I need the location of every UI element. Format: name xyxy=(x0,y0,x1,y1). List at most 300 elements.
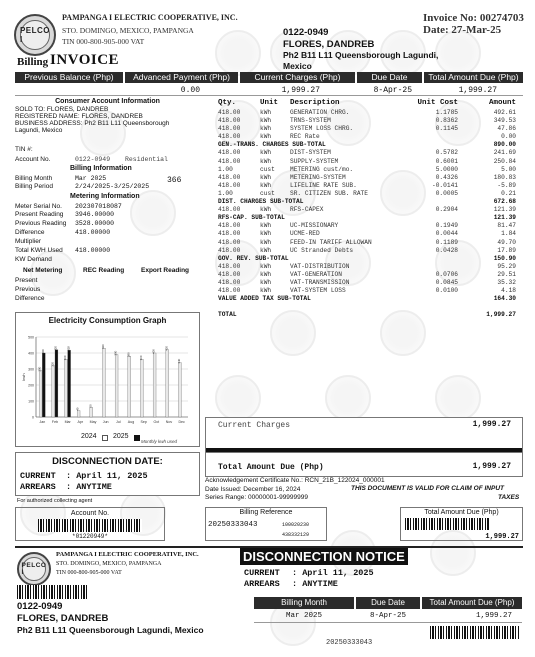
notice-header-due-date: Due Date xyxy=(356,597,420,609)
bar-2024-Feb xyxy=(52,366,55,417)
previous-reading-label: Previous Reading xyxy=(15,220,67,227)
charge-qty: 418.00 xyxy=(218,206,241,214)
charge-row xyxy=(218,222,523,230)
charge-amount: 1.84 xyxy=(501,230,516,238)
summary-header-previous-balance: Previous Balance (Php) xyxy=(15,72,123,83)
meter-serial-label: Meter Serial No. xyxy=(15,203,62,210)
charge-qty: 418.00 xyxy=(218,246,241,254)
charge-qty: 1.00 xyxy=(218,189,233,197)
notice-header-billing-month: Billing Month xyxy=(254,597,354,609)
charge-unit-cost: 0.8362 xyxy=(435,117,458,125)
header-unit: Unit xyxy=(260,99,279,107)
total-kwh-label: Total KWH Used xyxy=(15,247,63,254)
business-address-2: Lagundi, Mexico xyxy=(15,127,63,134)
summary-due-date: 8-Apr-25 xyxy=(373,86,412,95)
present-reading-value: 3946.00000 xyxy=(75,211,115,218)
charge-unit: kWh xyxy=(260,246,272,254)
notice-address: Ph2 B11 L11 Queensborough Lagundi, Mexico xyxy=(17,625,204,635)
collector-note: For authorized collecting agent xyxy=(17,498,93,504)
subtotal-amount: 890.00 xyxy=(493,141,516,149)
charge-amount: 49.70 xyxy=(497,238,516,246)
summary-header-total-due: Total Amount Due (Php) xyxy=(424,72,523,83)
x-tick-label: Jan xyxy=(39,420,46,424)
business-address-1: BUSINESS ADDRESS: Ph2 B11 L11 Queensborough xyxy=(15,120,170,127)
total-kwh-value: 418.00000 xyxy=(75,247,111,254)
charge-unit: kWh xyxy=(260,173,272,181)
invoice-title: INVOICE xyxy=(50,52,120,68)
charge-row xyxy=(218,109,523,117)
notice-due-date: 8-Apr-25 xyxy=(369,612,406,620)
summary-header-advanced-payment: Advanced Payment (Php) xyxy=(125,72,238,83)
subtotal-amount: 672.68 xyxy=(493,198,516,206)
subtotal-label: VALUE ADDED TAX SUB-TOTAL xyxy=(218,295,311,303)
notice-title: DISCONNECTION NOTICE xyxy=(240,548,408,565)
bar-value-label: 420 xyxy=(53,345,58,351)
charge-amount: 492.61 xyxy=(493,109,516,116)
consumer-info-title: Consumer Account Information xyxy=(55,98,160,105)
summary-header-current-charges: Current Charges (Php) xyxy=(240,72,355,83)
charge-amount: 0.21 xyxy=(501,189,516,197)
net-metering-label: Net Metering xyxy=(23,267,63,274)
y-tick-label: 300 xyxy=(28,367,34,372)
charge-subtotal-row xyxy=(218,255,523,263)
charge-amount: 81.47 xyxy=(497,222,516,230)
disconnection-date-box xyxy=(15,452,200,496)
x-tick-label: Jun xyxy=(102,420,109,424)
charges-table xyxy=(218,98,523,319)
subtotal-amount: 121.39 xyxy=(493,214,516,222)
ack-date-issued: Date Issued: December 16, 2024 xyxy=(205,486,301,493)
x-tick-label: Mar xyxy=(64,420,71,424)
charge-description: TRNS-SYSTEM xyxy=(290,117,331,125)
graph-title: Electricity Consumption Graph xyxy=(48,316,167,325)
notice-arrears-label: ARREARS xyxy=(244,579,280,589)
charge-qty: 418.00 xyxy=(218,262,241,270)
customer-address-line1: Ph2 B11 L11 Queensborough Lagundi, xyxy=(283,50,439,60)
charge-row xyxy=(218,271,523,279)
valid-input-tax-2: TAXES xyxy=(498,494,520,501)
charge-description: VAT-TRANSMISSION xyxy=(290,278,350,286)
bar-value-label: 400 xyxy=(40,349,45,354)
totals-box xyxy=(205,417,523,477)
bar-value-label: 400 xyxy=(151,349,156,354)
bar-value-label: 60 xyxy=(88,404,93,408)
valid-input-tax-1: THIS DOCUMENT IS VALID FOR CLAIM OF INPUT xyxy=(351,485,504,492)
disconnection-title: DISCONNECTION DATE: xyxy=(52,456,163,467)
subtotal-amount: 150.90 xyxy=(493,254,516,262)
subtotal-label: RFS-CAP. SUB-TOTAL xyxy=(218,214,285,222)
bar-2024-Oct xyxy=(153,353,156,417)
notice-bottom-ref: 20250333043 xyxy=(326,639,373,647)
summary-total-due: 1,999.27 xyxy=(458,86,497,95)
charge-row xyxy=(218,247,523,255)
kw-demand-label: KW Demand xyxy=(15,256,52,263)
bar-2025-Feb xyxy=(55,350,58,417)
y-axis-label: kwh xyxy=(21,373,26,381)
notice-current-label: CURRENT xyxy=(244,568,280,578)
bar-value-label: 390 xyxy=(113,350,118,356)
y-tick-label: 100 xyxy=(28,399,34,404)
charge-unit: kWh xyxy=(260,133,272,141)
stub-ref-small-2: 438332129 xyxy=(282,532,310,538)
net-difference-label: Difference xyxy=(15,295,45,302)
export-reading-label: Export Reading xyxy=(141,267,190,274)
charge-amount: 5.00 xyxy=(501,165,516,173)
y-tick-label: 200 xyxy=(28,383,34,388)
bar-2024-Aug xyxy=(128,356,131,417)
charge-description: METERING cust/mo. xyxy=(290,165,354,173)
bar-value-label: 40 xyxy=(75,407,80,411)
charge-description: SR. CITIZEN SUB. RATE xyxy=(290,189,368,197)
charge-unit: kWh xyxy=(260,181,272,189)
subtotal-label: TOTAL xyxy=(218,311,237,319)
x-tick-label: Nov xyxy=(165,420,173,424)
charge-unit-cost: 0.0845 xyxy=(435,278,458,286)
charge-unit: kWh xyxy=(260,230,272,238)
x-tick-label: May xyxy=(89,420,97,424)
header-qty: Qty. xyxy=(218,99,237,107)
total-due-label: Total Amount Due (Php) xyxy=(218,463,324,472)
stub-account-label: Account No. xyxy=(70,510,110,517)
charge-description: SYSTEM LOSS CHRG. xyxy=(290,125,354,133)
y-tick-label: 0 xyxy=(32,415,34,420)
legend-2024-label: 2024 xyxy=(81,433,97,440)
bar-value-label: 360 xyxy=(63,355,68,361)
charge-amount: 47.86 xyxy=(497,125,516,133)
difference-value: 418.00000 xyxy=(75,229,111,236)
charge-qty: 1.00 xyxy=(218,165,233,173)
charge-row xyxy=(218,125,523,133)
charge-unit: kWh xyxy=(260,206,272,214)
legend-2025-label: 2025 xyxy=(113,433,129,440)
company-tin: TIN 000-800-905-000 VAT xyxy=(62,37,145,46)
bar-2024-Sep xyxy=(140,359,143,417)
bar-2024-Dec xyxy=(178,363,181,417)
header-unit-cost: Unit Cost xyxy=(417,99,458,107)
ack-certificate: Acknowledgement Certificate No.: RCN_21B_122024_000001 xyxy=(205,477,385,484)
bar-2024-Jan xyxy=(39,371,42,417)
legend-2025-swatch xyxy=(134,435,140,441)
charge-unit-cost: 1.1785 xyxy=(435,109,458,116)
current-charges-value: 1,999.27 xyxy=(472,420,511,429)
bar-2024-Jul xyxy=(115,355,118,417)
charge-description: DIST-SYSTEM xyxy=(290,149,331,157)
account-type: Residential xyxy=(125,156,168,163)
notice-total-due: 1,999.27 xyxy=(475,612,512,620)
stub-total-due-value: 1,999.27 xyxy=(485,533,519,541)
invoice-number: Invoice No: 00274703 xyxy=(423,12,524,24)
bar-2024-Mar xyxy=(64,359,67,417)
billing-period-label: Billing Period xyxy=(15,183,53,190)
charge-description: GENERATION CHRG. xyxy=(290,109,350,116)
customer-address-line2: Mexico xyxy=(283,61,312,71)
rec-reading-label: REC Reading xyxy=(83,267,125,274)
charge-unit: kWh xyxy=(260,149,272,157)
charge-qty: 418.00 xyxy=(218,270,241,278)
charge-subtotal-row xyxy=(218,295,523,303)
charge-subtotal-row xyxy=(218,214,523,222)
charges-header-row xyxy=(218,98,523,109)
notice-name: FLORES, DANDREB xyxy=(17,613,109,624)
charge-qty: 418.00 xyxy=(218,222,241,230)
consumption-chart xyxy=(16,313,199,445)
bar-value-label: 420 xyxy=(164,345,169,351)
tin-label: TIN #: xyxy=(15,146,33,153)
stub-total-due-box xyxy=(400,507,523,541)
charge-unit-cost: 0.0428 xyxy=(435,246,458,254)
charge-row xyxy=(218,133,523,141)
y-tick-label: 400 xyxy=(28,351,34,356)
ack-series-range: Series Range: 00000001-99999999 xyxy=(205,494,309,501)
stub-ref-small-1: 100020230 xyxy=(282,522,310,528)
charge-qty: 418.00 xyxy=(218,230,241,238)
stub-total-due-label: Total Amount Due (Php) xyxy=(424,509,499,516)
notice-company-address: STO. DOMINGO, MEXICO, PAMPANGA xyxy=(56,561,162,567)
disconnection-current-value: : April 11, 2025 xyxy=(66,471,148,481)
bar-value-label: 290 xyxy=(37,366,42,372)
charge-description: UC-MISSIONARY xyxy=(290,222,339,230)
bar-2025-Mar xyxy=(68,350,71,417)
charge-row xyxy=(218,174,523,182)
net-present-label: Present xyxy=(15,277,38,284)
total-due-value: 1,999.27 xyxy=(472,462,511,471)
charge-amount: 349.53 xyxy=(493,117,516,125)
subtotal-label: GEN.-TRANS. CHARGES SUB-TOTAL xyxy=(218,141,326,149)
charge-amount: 4.18 xyxy=(501,287,516,295)
bar-2025-Jan xyxy=(42,353,45,417)
charge-amount: 121.39 xyxy=(493,206,516,214)
charge-qty: 418.00 xyxy=(218,287,241,295)
cooperative-logo xyxy=(14,14,56,56)
charge-qty: 418.00 xyxy=(218,181,241,189)
subtotal-amount: 164.30 xyxy=(493,295,516,303)
disconnection-current-label: CURRENT xyxy=(20,471,56,481)
subtotal-amount: 1,999.27 xyxy=(486,311,516,319)
x-tick-label: Aug xyxy=(127,420,135,424)
invoice-date: Date: 27-Mar-25 xyxy=(423,24,502,36)
charge-unit-cost xyxy=(398,263,458,271)
consumption-graph-panel xyxy=(15,312,200,447)
charge-unit: kWh xyxy=(260,117,272,125)
charge-qty: 418.00 xyxy=(218,157,241,165)
notice-current-value: : April 11, 2025 xyxy=(292,568,374,578)
charge-unit: kWh xyxy=(260,109,272,116)
stub-billing-ref-label: Billing Reference xyxy=(239,509,293,516)
charge-subtotal-row xyxy=(218,141,523,149)
charge-row xyxy=(218,190,523,198)
subtotal-label: DIST. CHARGES SUB-TOTAL xyxy=(218,198,304,206)
charge-amount: 241.69 xyxy=(493,149,516,157)
billing-days: 366 xyxy=(167,176,182,185)
bar-value-label: 430 xyxy=(101,344,106,350)
charge-amount: 0.00 xyxy=(501,133,516,141)
multiplier-label: Multiplier xyxy=(15,238,42,245)
charge-qty: 418.00 xyxy=(218,117,241,125)
charge-unit-cost: 0.1145 xyxy=(435,125,458,133)
charge-unit: kWh xyxy=(260,238,272,246)
charge-description: VAT-DISTRIBUTION xyxy=(290,262,350,270)
charge-amount: 180.83 xyxy=(493,173,516,181)
charge-description: UCME-RED xyxy=(290,230,320,238)
x-tick-label: Oct xyxy=(153,420,160,424)
y-tick-label: 500 xyxy=(28,335,34,340)
billing-period-value: 2/24/2025-3/25/2025 xyxy=(75,183,150,190)
meter-serial-value: 202307018087 xyxy=(75,203,122,210)
charge-qty: 418.00 xyxy=(218,125,241,133)
charge-description: FEED-IN TARIFF ALLOWAN xyxy=(290,238,372,246)
present-reading-label: Present Reading xyxy=(15,211,64,218)
charge-qty: 418.00 xyxy=(218,278,241,286)
charge-unit: kWh xyxy=(260,287,272,295)
bar-value-label: 380 xyxy=(126,352,131,358)
charge-unit: cust xyxy=(260,189,275,197)
customer-name: FLORES, DANDREB xyxy=(283,39,375,50)
charges-body xyxy=(218,109,523,319)
charge-description: VAT-GENERATION xyxy=(290,270,342,278)
charge-qty: 418.00 xyxy=(218,133,241,141)
charge-unit-cost: 0.0044 xyxy=(435,230,458,238)
disconnection-arrears-value: : ANYTIME xyxy=(66,482,112,492)
bar-value-label: 360 xyxy=(139,355,144,361)
charge-row xyxy=(218,263,523,271)
metering-info-title: Metering Information xyxy=(70,193,140,200)
stub-account-barcode-text: *01220949* xyxy=(71,533,108,540)
charge-unit-cost: -0.0141 xyxy=(432,181,458,189)
subtotal-label: GOV. REV. SUB-TOTAL xyxy=(218,254,289,262)
previous-reading-value: 3528.00000 xyxy=(75,220,115,227)
charge-unit-cost: 5.0000 xyxy=(435,165,458,173)
charge-amount: 17.89 xyxy=(497,246,516,254)
charge-unit-cost: 0.1189 xyxy=(435,238,458,246)
bar-2024-Nov xyxy=(166,350,169,417)
charge-qty: 418.00 xyxy=(218,173,241,181)
charge-amount: -5.89 xyxy=(497,181,516,189)
charge-unit-cost: 0.2904 xyxy=(435,206,458,214)
customer-account: 0122-0949 xyxy=(283,27,329,38)
sold-to: SOLD TO: FLORES, DANDREB xyxy=(15,106,109,113)
charge-unit: kWh xyxy=(260,270,272,278)
charge-subtotal-row xyxy=(218,311,523,319)
notice-cooperative-logo xyxy=(17,552,51,586)
account-no-label: Account No. xyxy=(15,156,51,163)
charge-unit-cost: 0.0100 xyxy=(435,287,458,295)
charge-description: METERING-SYSTEM xyxy=(290,173,346,181)
charge-description: SUPPLY-SYSTEM xyxy=(290,157,339,165)
legend-2024-swatch xyxy=(102,435,108,441)
charge-row xyxy=(218,158,523,166)
charge-amount: 250.84 xyxy=(493,157,516,165)
bar-value-label: 340 xyxy=(177,358,182,364)
charge-description: UC Stranded Debts xyxy=(290,246,354,254)
charge-unit: kWh xyxy=(260,157,272,165)
disconnection-arrears-label: ARREARS xyxy=(20,482,56,492)
summary-header-due-date: Due Date xyxy=(357,72,422,83)
charge-unit-cost xyxy=(398,133,458,141)
charge-qty: 418.00 xyxy=(218,238,241,246)
charge-unit: kWh xyxy=(260,125,272,133)
charge-row xyxy=(218,149,523,157)
charge-row xyxy=(218,166,523,174)
stub-account-box xyxy=(15,507,165,541)
charge-unit-cost: 0.1949 xyxy=(435,222,458,230)
billing-month-value: Mar 2025 xyxy=(75,175,107,182)
stub-account-barcode xyxy=(38,519,142,532)
notice-header-total-due: Total Amount Due (Php) xyxy=(422,597,522,609)
charge-unit: kWh xyxy=(260,222,272,230)
notice-company-name: PAMPANGA I ELECTRIC COOPERATIVE, INC. xyxy=(56,551,199,558)
charge-row xyxy=(218,182,523,190)
charge-qty: 418.00 xyxy=(218,149,241,157)
notice-logo-text: PELCO I xyxy=(21,561,47,576)
account-no-value: 0122-0949 xyxy=(75,156,111,163)
x-tick-label: Sep xyxy=(140,420,147,424)
x-tick-label: Dec xyxy=(178,420,185,424)
summary-previous-balance: 0.00 xyxy=(180,86,200,95)
current-charges-label: Current Charges xyxy=(218,421,291,430)
charge-row xyxy=(218,287,523,295)
graph-footnote: Monthly kwh used xyxy=(141,439,178,444)
charge-row xyxy=(218,279,523,287)
header-description: Description xyxy=(290,99,340,107)
notice-arrears-value: : ANYTIME xyxy=(292,579,338,589)
stub-billing-ref-value: 20250333043 xyxy=(208,521,258,529)
billing-info-title: Billing Information xyxy=(70,165,132,172)
difference-label: Difference xyxy=(15,229,45,236)
charge-row xyxy=(218,230,523,238)
x-tick-label: Jul xyxy=(116,420,121,424)
charge-description: REC Rate xyxy=(290,133,320,141)
charge-description: VAT-SYSTEM LOSS xyxy=(290,287,346,295)
logo-text: PELCO I xyxy=(19,26,51,44)
notice-total-barcode xyxy=(430,626,520,639)
charge-row xyxy=(218,239,523,247)
company-name: PAMPANGA I ELECTRIC COOPERATIVE, INC. xyxy=(62,13,238,22)
notice-account: 0122-0949 xyxy=(17,601,63,612)
charge-spacer-row xyxy=(218,303,523,311)
charge-row xyxy=(218,206,523,214)
registered-name: REGISTERED NAME: FLORES, DANDREB xyxy=(15,113,143,120)
charge-unit-cost: 0.0706 xyxy=(435,270,458,278)
bar-value-label: 418 xyxy=(66,346,71,351)
charge-amount: 95.29 xyxy=(497,262,516,270)
bar-2024-Jun xyxy=(102,348,105,417)
stub-billing-ref-box xyxy=(205,507,327,541)
stub-total-barcode xyxy=(405,518,490,530)
net-previous-label: Previous xyxy=(15,286,41,293)
charge-subtotal-row xyxy=(218,198,523,206)
notice-barcode xyxy=(17,585,87,599)
charge-amount: 29.51 xyxy=(497,270,516,278)
bar-2024-May xyxy=(90,407,93,417)
bar-value-label: 320 xyxy=(50,361,55,367)
charge-unit-cost: 0.0005 xyxy=(435,189,458,197)
charge-unit-cost: 0.6001 xyxy=(435,157,458,165)
charge-row xyxy=(218,117,523,125)
charge-description: LIFELINE RATE SUB. xyxy=(290,181,357,189)
charge-amount: 35.32 xyxy=(497,278,516,286)
charge-unit: cust xyxy=(260,165,275,173)
billing-label: Billing xyxy=(17,56,49,68)
header-amount: Amount xyxy=(488,99,516,107)
company-address: STO. DOMINGO, MEXICO, PAMPANGA xyxy=(62,26,194,35)
x-tick-label: Apr xyxy=(77,420,84,424)
consumer-account-panel xyxy=(15,98,200,303)
charge-unit: kWh xyxy=(260,262,272,270)
charge-description: RFS-CAPEX xyxy=(290,206,324,214)
charge-unit: kWh xyxy=(260,278,272,286)
billing-month-label: Billing Month xyxy=(15,175,53,182)
charge-unit-cost: 0.5782 xyxy=(435,149,458,157)
